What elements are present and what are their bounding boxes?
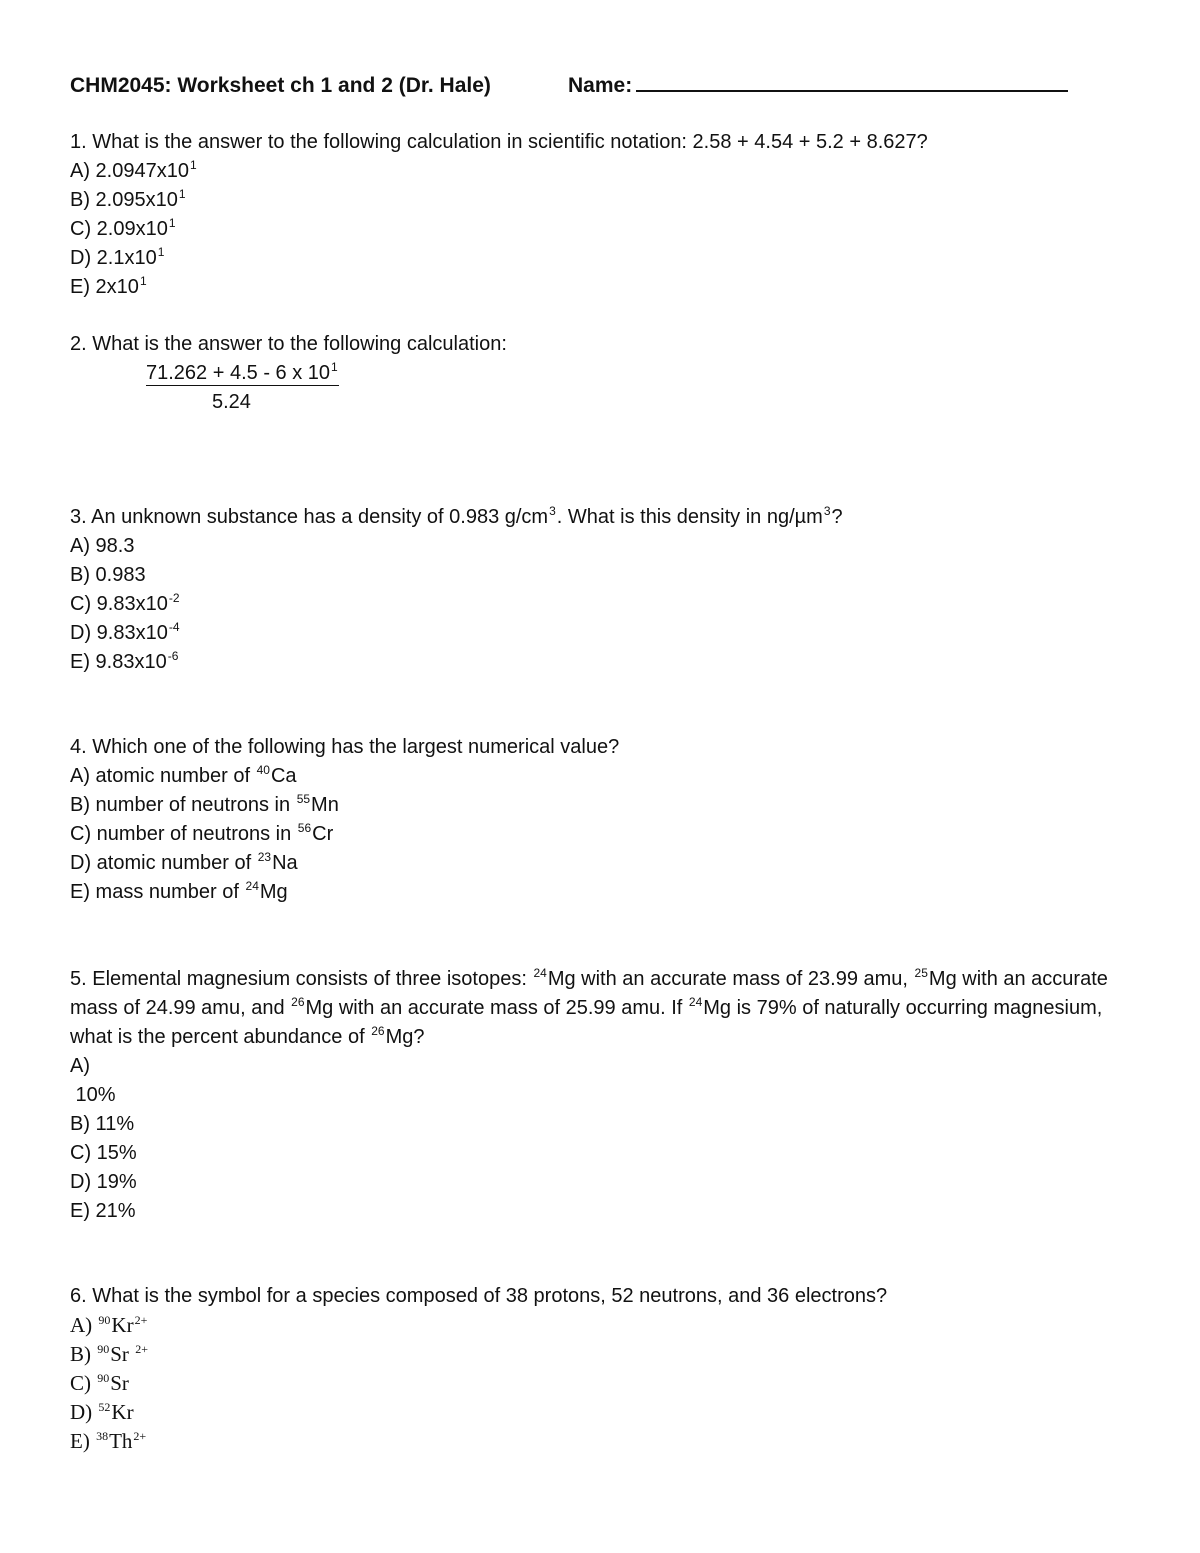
q5-option-c: C) 15% [70,1142,137,1164]
q3-option-e: E) $9.83x10^{-6}$ [70,649,179,673]
question-6-text: 6. What is the symbol for a species composed of 38 protons, 52 neutrons, and 36 electrons? [70,1285,888,1307]
q3-option-a: A) 98.3 [70,535,135,557]
q4-option-c: C) number of neutrons in $^{56}$Cr [70,821,334,845]
q1-option-b: B) $2.095x10^1$ [70,187,186,211]
question-5-text: 5. Elemental magnesium consists of three isotopes: $^{24}$Mg with an accurate mass of 23.99 amu, $^{25}$Mg with an accurate mass of 24.99 amu, and $^{26}$Mg with an accurate mass of 25.99 amu. If $^{24}$Mg is 79% of naturally occurring magnesium, what is the percent abundance of $^{26}$Mg? [70,966,1108,1048]
q1-option-c: C) $2.09x10^1$ [70,216,176,240]
q1-option-d: D) $2.1x10^1$ [70,245,165,269]
question-4 [70,733,1130,907]
q3-option-c: C) $9.83x10^{-2}$ [70,591,180,615]
q4-option-d: D) atomic number of $^{23}$Na [70,850,298,874]
name-field-line[interactable] [636,72,1068,92]
question-2 [70,330,1130,417]
worksheet-page [70,72,1130,1456]
q4-option-b: B) number of neutrons in $^{55}$Mn [70,792,339,816]
q5-option-d: D) 19% [70,1171,137,1193]
question-3 [70,503,1130,677]
q4-option-e: E) mass number of $^{24}$Mg [70,879,288,903]
q2-fraction-denominator: 5.24 [212,391,251,413]
q6-option-c: C) $^{90}$Sr [70,1371,129,1395]
q6-option-a: A) $^{90}Kr^{2+}$ [70,1313,148,1337]
worksheet-header [70,72,1130,102]
q3-option-b: B) 0.983 [70,564,146,586]
q6-option-d: D) $^{52}$Kr [70,1400,134,1424]
q5-option-b: B) 11% [70,1113,135,1135]
question-6 [70,1282,1130,1456]
q6-option-b: B) $^{90}$Sr $^{2+}$ [70,1342,148,1366]
q2-fraction-numerator: 71.262 + 4.5 - 6 x $10^1$ [146,360,338,384]
question-4-text: 4. Which one of the following has the largest numerical value? [70,736,620,758]
question-3-text: 3. An unknown substance has a density of 0.983 $g/cm^3$. What is this density in ng/µm$^3$? [70,504,843,528]
q1-option-e: E) $2x10^1$ [70,274,147,298]
q5-option-a-value: 10% [70,1084,116,1106]
name-label: Name: [568,74,633,97]
q5-option-e: E) 21% [70,1200,136,1222]
question-5 [70,965,1130,1226]
q4-option-a: A) atomic number of $^{40}$Ca [70,763,297,787]
q6-option-e: E) $^{38}Th^{2+}$ [70,1429,147,1453]
question-1 [70,128,1130,302]
worksheet-title: CHM2045: Worksheet ch 1 and 2 (Dr. Hale) [70,74,491,97]
q1-option-a: A) $2.0947x10^1$ [70,158,197,182]
q3-option-d: D) $9.83x10^{-4}$ [70,620,180,644]
q5-option-a-label: A) [70,1055,90,1077]
question-1-text: 1. What is the answer to the following calculation in scientific notation: 2.58 + 4.54 + 5.2 + 8.627? [70,131,928,153]
question-2-text: 2. What is the answer to the following calculation: [70,333,507,355]
